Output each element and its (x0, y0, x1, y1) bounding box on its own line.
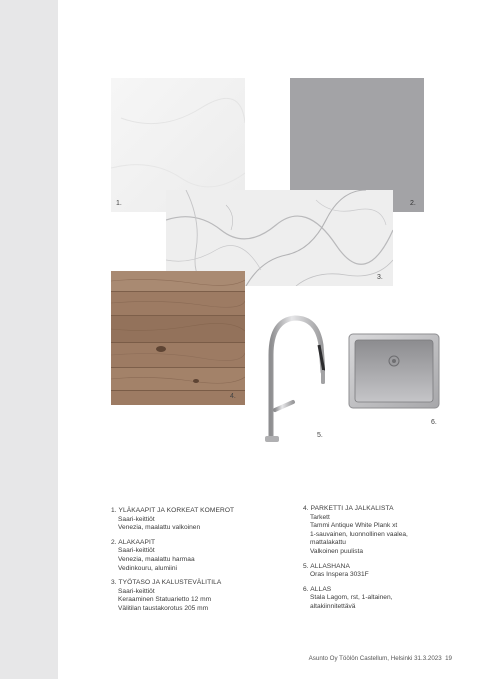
legend-line: Saari-keittiöt (118, 587, 155, 595)
legend-number: 3. (111, 579, 117, 587)
legend-item-5 (303, 563, 463, 580)
legend-title: ALAKAAPIT (118, 538, 156, 546)
legend-line: altakiinnitettävä (310, 602, 356, 610)
legend-title: ALLAS (310, 585, 332, 593)
legend-line: Oras Inspera 3031F (310, 571, 369, 579)
legend-line: Venezia, maalattu valkoinen (118, 524, 201, 532)
legend-title: ALLASHANA (310, 562, 351, 570)
legend-left-column (111, 507, 281, 620)
legend-item-3 (111, 579, 281, 613)
legend-item-6 (303, 586, 463, 612)
legend-number: 5. (303, 562, 309, 570)
swatch-label-3: 3. (377, 274, 383, 281)
legend-line: Keraaminen Statuarietto 12 mm (118, 596, 212, 604)
swatch-label-2: 2. (410, 200, 416, 207)
legend-title: TYÖTASO JA KALUSTEVÄLITILA (118, 579, 222, 587)
swatch-label-5: 5. (317, 432, 323, 439)
legend-line: Stala Lagom, rst, 1-altainen, (310, 594, 393, 602)
legend-line: Saari-keittiöt (118, 515, 155, 523)
swatch-label-4: 4. (230, 393, 236, 400)
legend-right-column (303, 505, 463, 618)
sink-image (348, 333, 440, 409)
legend-line: Vedinkouru, alumiini (118, 564, 178, 572)
legend-title: YLÄKAAPIT JA KORKEAT KOMEROT (118, 507, 235, 514)
legend-line: Valkoinen puulista (310, 547, 364, 555)
swatch-label-6: 6. (431, 419, 437, 426)
side-strip (0, 0, 58, 679)
swatch-oak-parquet (111, 271, 245, 405)
footer-text: Asunto Oy Töölön Castellum, Helsinki 31.3.2023 (308, 655, 442, 662)
legend-item-4 (303, 505, 463, 557)
legend-number: 1. (111, 507, 117, 514)
legend-line: Venezia, maalattu harmaa (118, 555, 195, 563)
legend-number: 2. (111, 538, 117, 546)
legend-number: 4. (303, 505, 309, 512)
legend-line: Tammi Antique White Plank xt (310, 522, 398, 530)
legend-line: mattalakattu (310, 539, 346, 547)
legend-line: Saari-keittiöt (118, 547, 155, 555)
legend-number: 6. (303, 585, 309, 593)
page-number: 19 (445, 655, 452, 662)
legend-line: Välitilan taustakorotus 205 mm (118, 604, 209, 612)
legend-item-1 (111, 507, 281, 533)
legend-line: Tarkett (310, 513, 330, 521)
legend-line: 1-sauvainen, luonnollinen vaalea, (310, 530, 408, 538)
swatch-label-1: 1. (116, 200, 122, 207)
faucet-image (245, 310, 325, 450)
legend-title: PARKETTI JA JALKALISTA (310, 505, 394, 512)
legend-item-2 (111, 539, 281, 573)
page-footer (309, 655, 452, 662)
